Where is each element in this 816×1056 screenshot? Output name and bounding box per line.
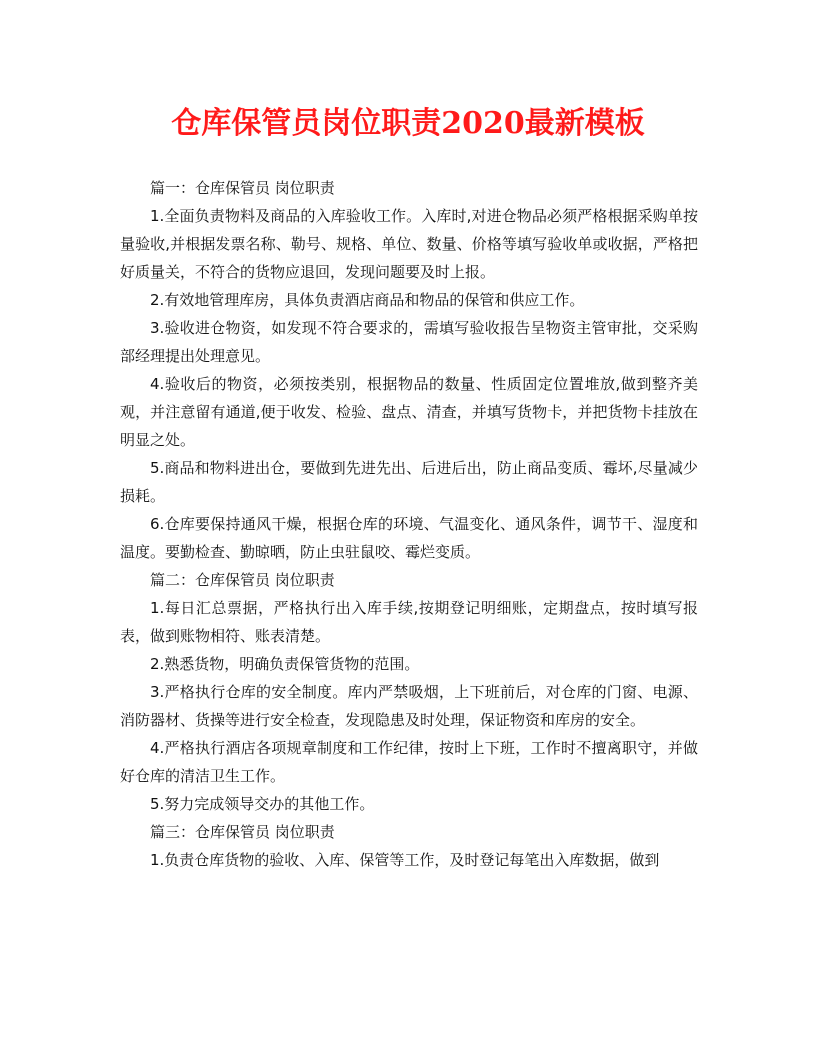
- paragraph: 3.严格执行仓库的安全制度。库内严禁吸烟，上下班前后，对仓库的门窗、电源、消防器材、货操等进行安全检查，发现隐患及时处理，保证物资和库房的安全。: [120, 683, 698, 729]
- paragraph: 5.努力完成领导交办的其他工作。: [150, 795, 375, 813]
- document-body: [120, 174, 698, 874]
- paragraph: 4.验收后的物资，必须按类别，根据物品的数量、性质固定位置堆放,做到整齐美观，并注意留有通道,便于收发、检验、盘点、清查，并填写货物卡，并把货物卡挂放在明显之处。: [120, 375, 698, 449]
- paragraph: 2.有效地管理库房，具体负责酒店商品和物品的保管和供应工作。: [150, 291, 585, 309]
- paragraph: 2.熟悉货物，明确负责保管货物的范围。: [150, 655, 420, 673]
- section-heading-1: 篇一：仓库保管员 岗位职责: [150, 179, 335, 197]
- paragraph: 4.严格执行酒店各项规章制度和工作纪律，按时上下班，工作时不擅离职守，并做好仓库的清洁卫生工作。: [120, 739, 698, 785]
- paragraph: 1.每日汇总票据，严格执行出入库手续,按期登记明细账，定期盘点，按时填写报表，做到账物相符、账表清楚。: [120, 599, 698, 645]
- paragraph: 6.仓库要保持通风干燥，根据仓库的环境、气温变化、通风条件，调节干、湿度和温度。要勤检查、勤晾晒，防止虫驻鼠咬、霉烂变质。: [120, 515, 698, 561]
- paragraph: 3.验收进仓物资，如发现不符合要求的，需填写验收报告呈物资主管审批，交采购部经理提出处理意见。: [120, 319, 698, 365]
- section-heading-2: 篇二：仓库保管员 岗位职责: [150, 571, 335, 589]
- paragraph: 5.商品和物料进出仓，要做到先进先出、后进后出，防止商品变质、霉坏,尽量减少损耗。: [120, 459, 698, 505]
- document-title: 仓库保管员岗位职责2020最新模板: [171, 106, 645, 141]
- section-heading-3: 篇三：仓库保管员 岗位职责: [150, 823, 335, 841]
- paragraph: 1.负责仓库货物的验收、入库、保管等工作，及时登记每笔出入库数据，做到: [150, 851, 660, 869]
- paragraph: 1.全面负责物料及商品的入库验收工作。入库时,对进仓物品必须严格根据采购单按量验收,并根据发票名称、勒号、规格、单位、数量、价格等填写验收单或收据，严格把好质量关，不符合的货物应退回，发现问题要及时上报。: [120, 207, 698, 281]
